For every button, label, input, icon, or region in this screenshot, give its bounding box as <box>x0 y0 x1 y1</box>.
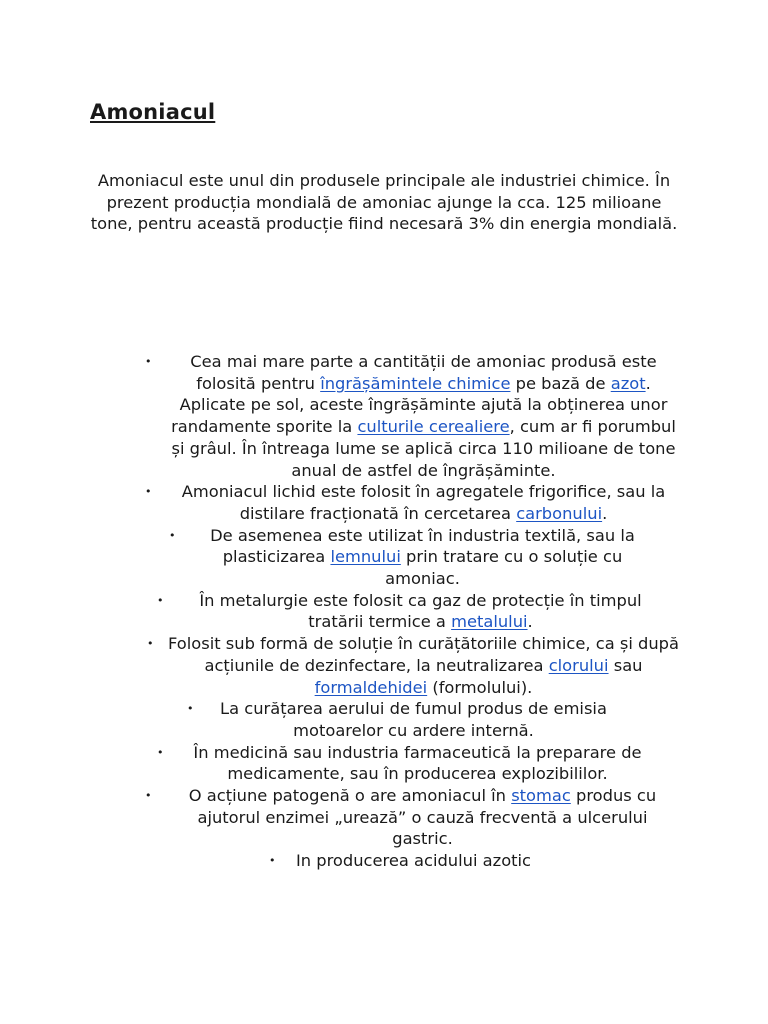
list-item <box>145 698 680 741</box>
text-segment: Folosit sub formă de soluție în curățătoriile chimice, ca și după acțiunile de dezinfectare, la neutralizarea <box>168 634 679 675</box>
intro-paragraph: Amoniacul este unul din produsele principale ale industriei chimice. În prezent producția mondială de amoniac ajunge la cca. 125 milioane tone, pentru această producție fiind necesară 3% din energia mondială. <box>90 171 678 233</box>
uses-list <box>145 351 680 872</box>
text-segment: , cum ar fi porumbul și grâul. În întreaga lume se aplică circa 110 milioane de tone anual de astfel de îngrășăminte. <box>171 417 676 480</box>
text-segment: In producerea acidului azotic <box>295 851 532 871</box>
list-item-text <box>145 742 680 785</box>
text-segment: . <box>527 612 533 632</box>
text-segment: De asemenea este utilizat în industria textilă, sau la plasticizarea <box>210 525 635 567</box>
link-formaldehidei[interactable]: formaldehidei <box>314 677 428 697</box>
text-segment: prin tratare cu o soluție cu amoniac. <box>385 547 623 589</box>
text-segment: . <box>602 503 608 523</box>
list-item-text <box>145 785 680 850</box>
link-carbonului[interactable]: carbonului <box>516 503 603 523</box>
link-metalului[interactable]: metalului <box>451 612 528 632</box>
list-item-text <box>145 525 680 590</box>
text-segment: În medicină sau industria farmaceutică la preparare de medicamente, sau în producerea explozibililor. <box>193 742 642 784</box>
list-item <box>145 525 680 590</box>
link-stomac[interactable]: stomac <box>511 786 571 806</box>
list-item <box>145 785 680 850</box>
list-item-text <box>145 698 680 741</box>
list-item <box>145 850 680 872</box>
bullet-icon: • <box>145 789 152 803</box>
list-item-text <box>145 351 680 481</box>
text-segment: Amoniacul lichid este folosit în agregatele frigorifice, sau la distilare fracționată în cercetarea <box>181 482 666 523</box>
bullet-icon: • <box>157 745 164 759</box>
bullet-icon: • <box>187 702 194 716</box>
list-item-text <box>145 481 680 524</box>
link-azot[interactable]: azot <box>610 373 646 393</box>
text-segment: . Aplicate pe sol, aceste îngrășăminte ajută la obținerea unor randamente sporite la <box>171 373 668 437</box>
link-lemnului[interactable]: lemnului <box>330 547 401 567</box>
page-title: Amoniacul <box>90 100 216 124</box>
text-segment: (formolului). <box>427 677 533 697</box>
list-item <box>145 633 680 698</box>
bullet-icon: • <box>157 593 164 607</box>
text-segment: La curățarea aerului de fumul produs de emisia motoarelor cu ardere internă. <box>220 699 607 740</box>
text-segment: sau <box>608 655 643 675</box>
bullet-icon: • <box>269 854 276 868</box>
list-item <box>145 742 680 785</box>
list-item <box>145 351 680 481</box>
link-ingrasaminte[interactable]: îngrășămintele chimice <box>320 373 511 393</box>
link-culturile-cerealiere[interactable]: culturile cerealiere <box>357 417 510 437</box>
text-segment: Cea mai mare parte a cantității de amoniac produsă este folosită pentru <box>190 352 657 393</box>
bullet-icon: • <box>145 485 152 499</box>
list-item <box>145 481 680 524</box>
list-item-text <box>145 633 680 698</box>
text-segment: În metalurgie este folosit ca gaz de protecție în timpul tratării termice a <box>199 590 642 632</box>
link-clorului[interactable]: clorului <box>548 655 609 675</box>
list-item-text <box>145 850 680 872</box>
text-segment: produs cu ajutorul enzimei „urează” o cauză frecventă a ulcerului gastric. <box>197 786 657 849</box>
list-item-text <box>145 590 680 633</box>
bullet-icon: • <box>147 637 154 651</box>
bullet-icon: • <box>169 528 176 542</box>
text-segment: pe bază de <box>510 373 611 393</box>
text-segment: O acțiune patogenă o are amoniacul în <box>188 786 512 806</box>
bullet-icon: • <box>145 355 152 368</box>
list-item <box>145 590 680 633</box>
